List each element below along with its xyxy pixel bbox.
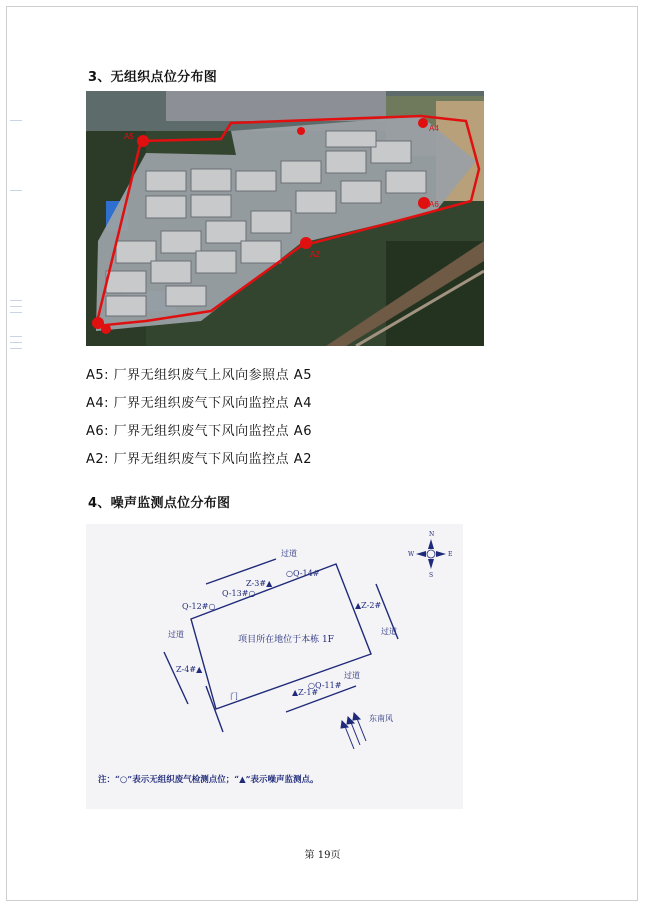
point-a4-marker — [418, 118, 428, 128]
aerial-label-a2: A2 — [310, 250, 320, 259]
z1-label: ▲Z-1# — [292, 688, 319, 697]
z3-label: Z-3#▲ — [246, 579, 273, 588]
legend-item-a6: A6: 厂界无组织废气下风向监控点 A6 — [86, 424, 312, 439]
aerial-label-a4: A4 — [429, 124, 439, 133]
wind-label: 东南风 — [369, 714, 393, 723]
aerial-map — [86, 91, 484, 346]
legend-item-a5: A5: 厂界无组织废气上风向参照点 A5 — [86, 368, 312, 383]
q11-label: ○Q-11# — [308, 681, 342, 690]
passage-label-top: 过道 — [281, 549, 297, 558]
z2-label: ▲Z-2# — [355, 601, 382, 610]
section-4-title: 4、噪声监测点位分布图 — [88, 496, 231, 511]
passage-label-right: 过道 — [381, 627, 397, 636]
section-3-title: 3、无组织点位分布图 — [88, 70, 218, 85]
q13-label: Q-13#○ — [222, 589, 256, 598]
svg-text:S: S — [429, 572, 434, 579]
wind-arrows-icon — [341, 713, 366, 749]
diagram-note: 注：“○”表示无组织废气检测点位；“▲”表示噪声监测点。 — [98, 775, 319, 785]
legend-item-a2: A2: 厂界无组织废气下风向监控点 A2 — [86, 452, 312, 467]
svg-text:W: W — [408, 551, 415, 558]
page-number: 第 19页 — [304, 850, 341, 861]
passage-label-left: 过道 — [168, 630, 184, 639]
compass-icon — [408, 531, 452, 579]
q14-label: ○Q-14# — [286, 569, 320, 578]
svg-text:N: N — [429, 531, 435, 538]
q12-label: Q-12#○ — [182, 602, 216, 611]
legend-list — [86, 362, 312, 474]
aerial-label-a5: A5 — [124, 132, 134, 141]
point-a2-marker — [300, 237, 312, 249]
margin-marks — [10, 100, 24, 400]
noise-diagram — [86, 524, 463, 809]
z4-label: Z-4#▲ — [176, 665, 203, 674]
point-a5-marker — [137, 135, 149, 147]
aerial-label-a6: A6 — [429, 200, 439, 209]
building-label: 项目所在地位于本栋 1F — [238, 635, 334, 645]
legend-item-a4: A4: 厂界无组织废气下风向监控点 A4 — [86, 396, 312, 411]
passage-label-bottom: 过道 — [344, 671, 360, 680]
door-label: 门 — [230, 692, 238, 701]
svg-text:E: E — [448, 551, 453, 558]
